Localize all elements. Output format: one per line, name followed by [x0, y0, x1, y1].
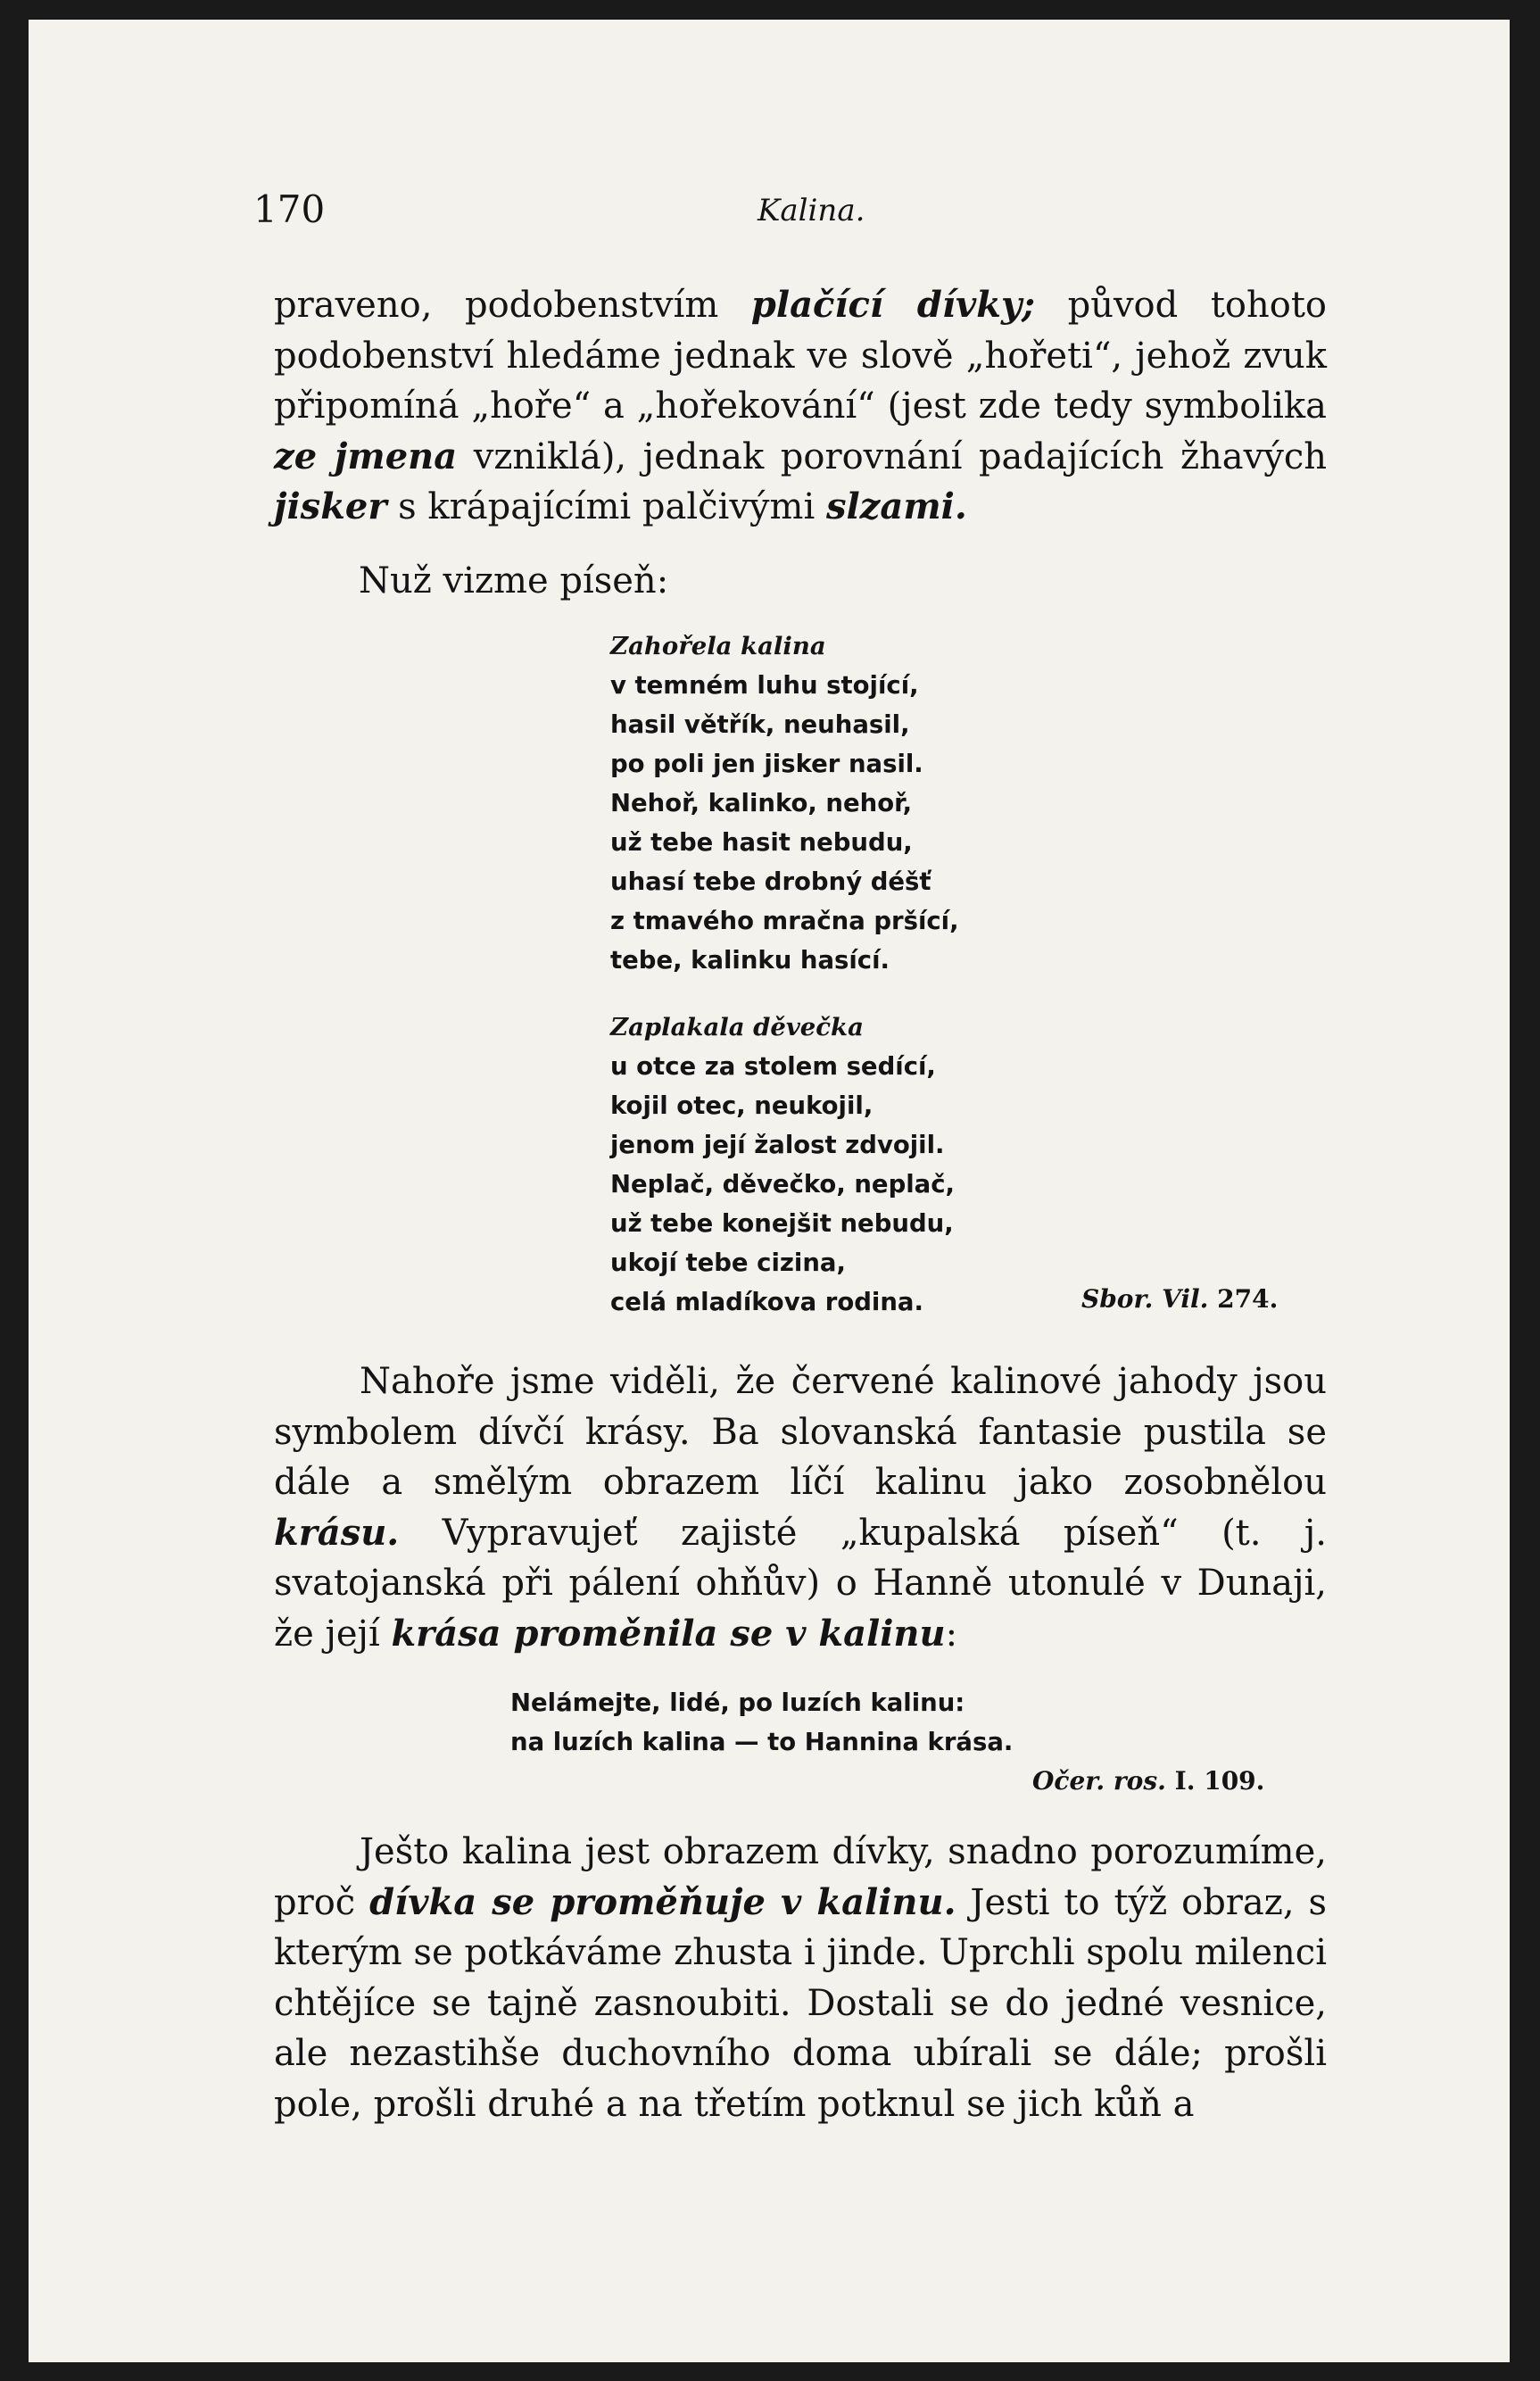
text-run: Ješto kalina jest obrazem dívky, snadno porozumíme, proč — [274, 1831, 1327, 1923]
citation-title: Očer. ros. — [1032, 1766, 1166, 1796]
paragraph-1 — [274, 280, 1327, 533]
poem-line: jenom její žalost zdvojil. — [610, 1131, 945, 1159]
emphasis-placici-divky: plačící dívky; — [750, 284, 1036, 326]
poem-line: tebe, kalinku hasící. — [610, 946, 890, 975]
poem-line: už tebe hasit nebudu, — [610, 828, 913, 857]
source-citation-2 — [1032, 1766, 1264, 1796]
poem-line: v temném luhu stojící, — [610, 671, 919, 700]
poem-stanza-2 — [610, 1008, 955, 1322]
poem-line: už tebe konejšit nebudu, — [610, 1209, 954, 1238]
emphasis-slzami: slzami. — [825, 485, 967, 527]
poem-line: po poli jen jisker nasil. — [610, 750, 923, 778]
citation-number: 274. — [1208, 1284, 1279, 1314]
quoted-verse — [510, 1683, 1013, 1762]
poem-stanza-1 — [610, 626, 959, 980]
poem-line: hasil větřík, neuhasil, — [610, 710, 910, 739]
poem-line: z tmavého mračna pršící, — [610, 907, 959, 935]
paragraph-2 — [274, 1356, 1327, 1659]
book-page — [29, 20, 1510, 2362]
paragraph-3 — [274, 1827, 1327, 2129]
poem-line: Nehoř, kalinko, nehoř, — [610, 789, 913, 817]
source-citation-1 — [1081, 1284, 1278, 1314]
text-run: Jesti to týž obraz, s kterým se potkáváme zhusta i jinde. Uprchli spolu milenci chtějíce se tajně zasnoubiti. Dostali se do jedné vesnice, ale nezastihše duchovního doma ubírali se dále; prošli pole, prošli druhé a na třetím potknul se jich kůň a — [274, 1881, 1327, 2125]
emphasis-krasa-promenila: krása proměnila se v kalinu — [391, 1612, 946, 1655]
quote-line: Nelámejte, lidé, po luzích kalinu: — [510, 1688, 965, 1717]
text-run: s krápajícími palčivými — [386, 486, 826, 527]
text-run: Vypravujeť zajisté „kupalská píseň“ (t. j. svatojanská při pálení ohňův) o Hanně utonulé v Dunaji, že její — [274, 1512, 1327, 1655]
emphasis-jisker: jisker — [274, 485, 387, 527]
emphasis-divka-se-promenuje: dívka se proměňuje v kalinu. — [369, 1880, 956, 1923]
emphasis-ze-jmena: ze jmena — [274, 435, 458, 477]
poem-line: ukojí tebe cizina, — [610, 1249, 846, 1277]
text-run: vzniklá), jednak porovnání padajících žhavých — [457, 436, 1327, 477]
poem-intro: Nuž vizme píseň: — [359, 560, 669, 601]
stanza-lead-line: Zahořela kalina — [610, 632, 826, 660]
poem-line: uhasí tebe drobný déšť — [610, 867, 931, 896]
page-number: 170 — [253, 187, 326, 231]
text-run: : — [945, 1613, 958, 1655]
text-run: praveno, podobenstvím — [274, 285, 751, 326]
poem-line: u otce za stolem sedící, — [610, 1052, 936, 1081]
emphasis-krasu: krásu. — [274, 1511, 400, 1554]
stanza-lead-line: Zaplakala děvečka — [610, 1013, 864, 1041]
page-header — [253, 187, 1324, 241]
text-run: Nahoře jsme viděli, že červené kalinové jahody jsou symbolem dívčí krásy. Ba slovanská fantasie pustila se dále a smělým obrazem líčí kalinu jako zosobnělou — [274, 1361, 1327, 1503]
quote-line: na luzích kalina — to Hannina krása. — [510, 1728, 1014, 1756]
poem-line: kojil otec, neukojil, — [610, 1091, 873, 1120]
poem-line: celá mladíkova rodina. — [610, 1288, 923, 1316]
text-run: původ tohoto podobenství hledáme jednak ve slově „hořeti“, jehož zvuk připomíná „hoře“ a „hořekování“ (jest zde tedy symbolika — [274, 285, 1327, 427]
running-title: Kalina. — [758, 193, 865, 228]
citation-title: Sbor. Vil. — [1081, 1284, 1209, 1314]
citation-number: I. 109. — [1165, 1766, 1265, 1796]
poem-line: Neplač, děvečko, neplač, — [610, 1170, 955, 1199]
